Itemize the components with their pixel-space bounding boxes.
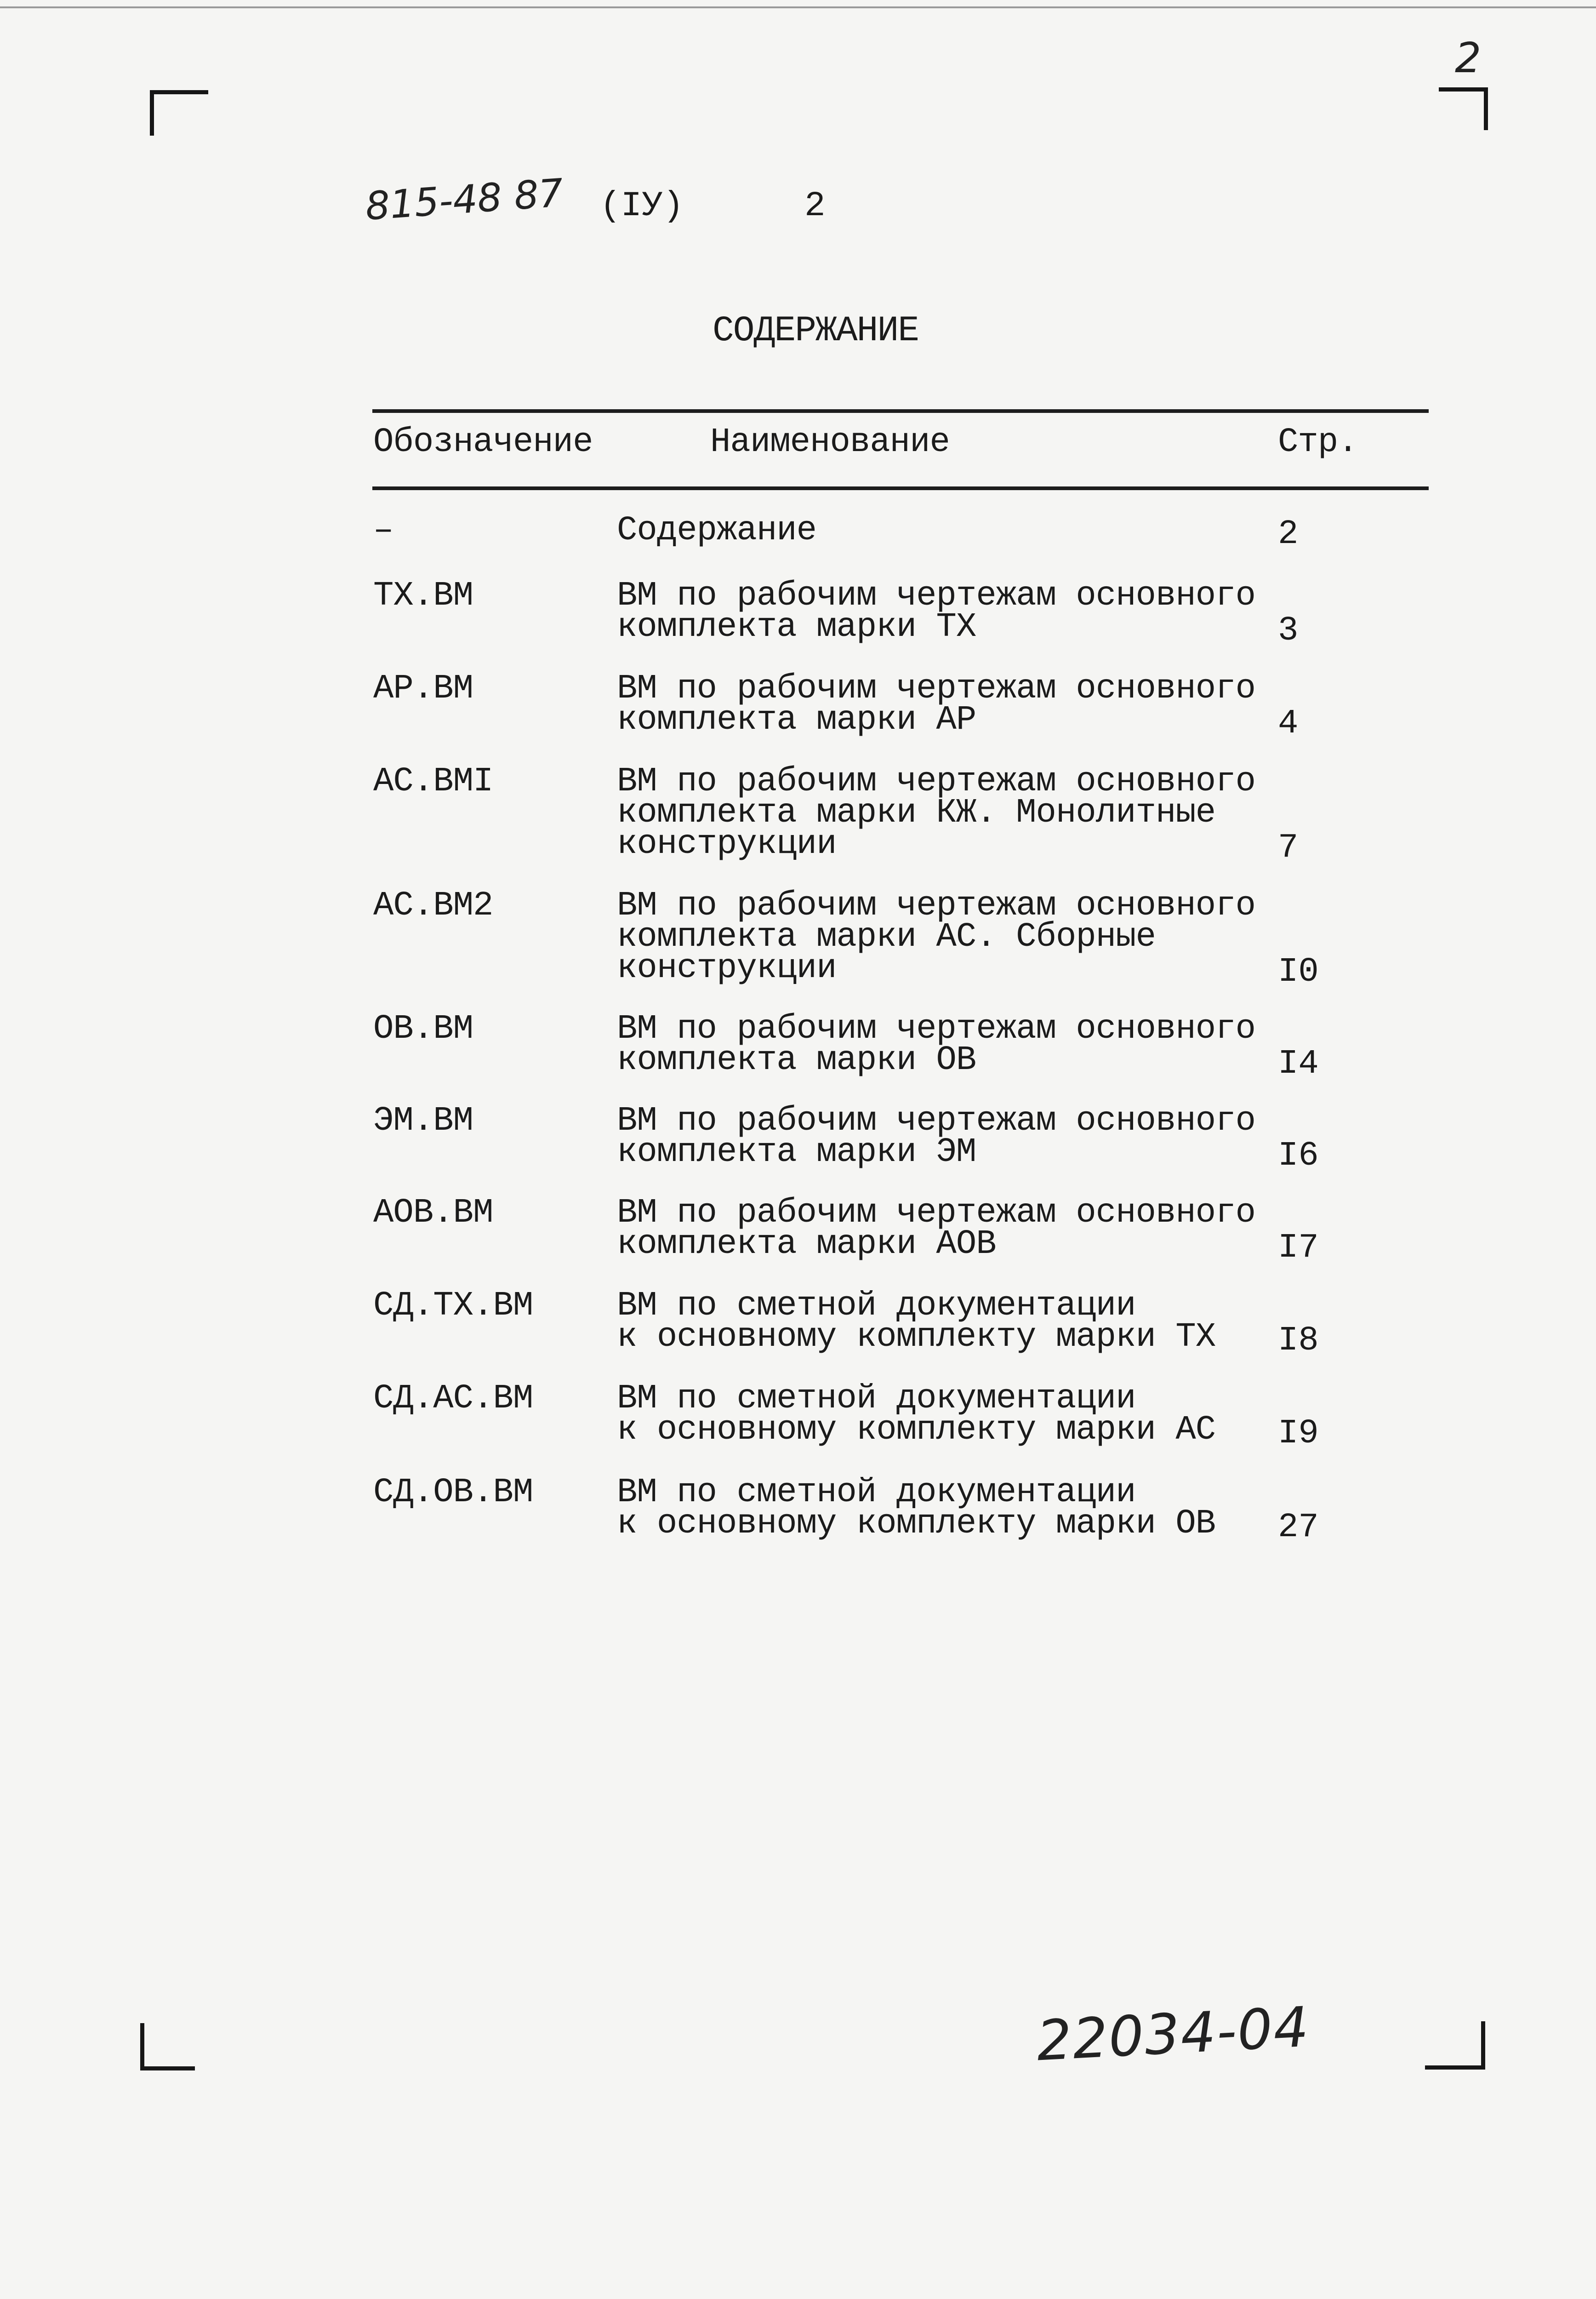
row-code: АС.ВМ2 <box>373 886 493 925</box>
row-code: ОВ.ВМ <box>373 1010 473 1048</box>
header-name: Наименование <box>710 423 950 462</box>
header-page: Стр. <box>1278 423 1358 462</box>
row-name-line: комплекта марки ОВ <box>617 1041 976 1080</box>
sheet-page-number: 2 <box>804 186 826 226</box>
corner-mark-top-right <box>1439 87 1488 130</box>
row-name-line: комплекта марки АОВ <box>617 1225 996 1264</box>
row-name <box>617 1379 1216 1449</box>
row-page: I4 <box>1278 1045 1319 1083</box>
row-name <box>617 1473 1216 1543</box>
row-code: АОВ.ВМ <box>373 1194 493 1232</box>
row-name <box>617 886 1256 988</box>
row-code: СД.ОВ.ВМ <box>373 1473 533 1512</box>
row-page: 3 <box>1278 612 1299 650</box>
row-name-line: комплекта марки АС. Сборные <box>617 918 1156 956</box>
row-name <box>617 1194 1256 1264</box>
row-name-line: ВМ по рабочим чертежам основного <box>617 1010 1256 1048</box>
corner-mark-bottom-right <box>1425 2021 1485 2070</box>
row-page: 7 <box>1278 829 1299 867</box>
row-page: 2 <box>1278 515 1299 554</box>
row-name-line: конструкции <box>617 825 837 864</box>
document-code: 815-48 87 <box>364 170 565 229</box>
row-page: 4 <box>1278 704 1299 743</box>
handwritten-inventory-number: 22034-04 <box>1035 1995 1311 2074</box>
row-name <box>617 511 817 550</box>
row-code: ЭМ.ВМ <box>373 1102 473 1140</box>
row-name <box>617 669 1256 739</box>
row-name-line: ВМ по сметной документации <box>617 1379 1136 1418</box>
row-name-line: комплекта марки АР <box>617 701 976 739</box>
page-title: СОДЕРЖАНИЕ <box>712 311 919 351</box>
row-code: СД.ТХ.ВМ <box>373 1287 533 1325</box>
row-page: I0 <box>1278 953 1319 991</box>
row-name-line: комплекта марки КЖ. Монолитные <box>617 794 1216 832</box>
row-code: АС.ВМI <box>373 762 493 801</box>
row-name-line: ВМ по рабочим чертежам основного <box>617 886 1256 925</box>
row-name-line: Содержание <box>617 511 817 550</box>
row-name-line: ВМ по сметной документации <box>617 1473 1136 1512</box>
row-code: ТХ.ВМ <box>373 577 473 615</box>
row-page: 27 <box>1278 1508 1319 1547</box>
row-name-line: ВМ по рабочим чертежам основного <box>617 1102 1256 1140</box>
volume-number: (IУ) <box>600 186 684 226</box>
row-page: I7 <box>1278 1229 1319 1267</box>
table-header-rule <box>372 486 1429 490</box>
row-name-line: к основному комплекту марки ОВ <box>617 1504 1216 1543</box>
row-code: АР.ВМ <box>373 669 473 708</box>
header-code: Обозначение <box>373 423 593 462</box>
row-page: I8 <box>1278 1321 1319 1360</box>
row-code: – <box>373 511 393 550</box>
row-name-line: комплекта марки ТХ <box>617 608 976 646</box>
corner-mark-top-left <box>150 90 208 136</box>
row-name-line: ВМ по рабочим чертежам основного <box>617 577 1256 615</box>
corner-mark-bottom-left <box>140 2023 195 2070</box>
row-code: СД.АС.ВМ <box>373 1379 533 1418</box>
row-name-line: ВМ по рабочим чертежам основного <box>617 762 1256 801</box>
scan-top-edge <box>0 6 1596 8</box>
row-name <box>617 1287 1216 1356</box>
row-name <box>617 762 1256 864</box>
row-name-line: к основному комплекту марки АС <box>617 1411 1216 1449</box>
row-name <box>617 1102 1256 1172</box>
row-page: I9 <box>1278 1414 1319 1453</box>
row-name-line: ВМ по рабочим чертежам основного <box>617 669 1256 708</box>
row-name-line: ВМ по рабочим чертежам основного <box>617 1194 1256 1232</box>
row-page: I6 <box>1278 1137 1319 1175</box>
row-name-line: конструкции <box>617 949 837 988</box>
row-name <box>617 577 1256 646</box>
handwritten-page-number: 2 <box>1455 34 1482 82</box>
row-name-line: к основному комплекту марки ТХ <box>617 1318 1216 1356</box>
row-name-line: комплекта марки ЭМ <box>617 1133 976 1172</box>
table-top-rule <box>372 409 1429 413</box>
row-name <box>617 1010 1256 1080</box>
row-name-line: ВМ по сметной документации <box>617 1287 1136 1325</box>
